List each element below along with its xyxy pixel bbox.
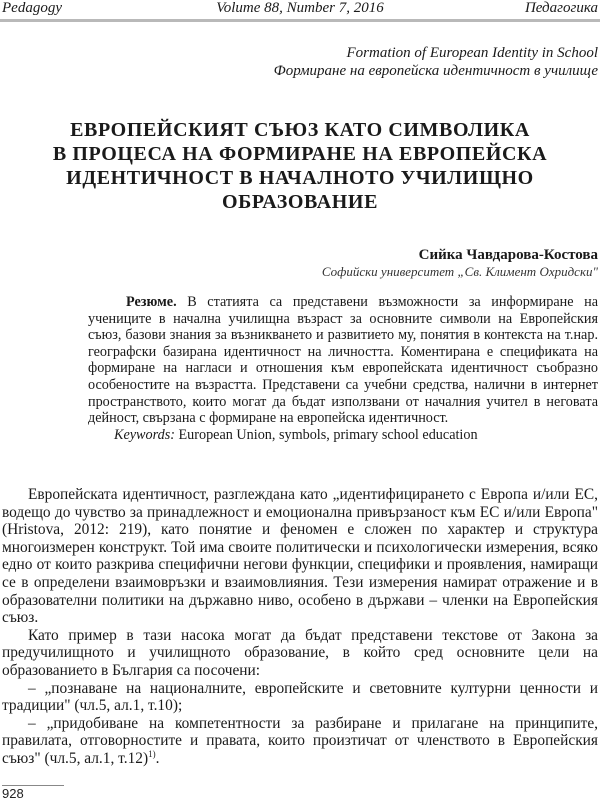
article-title bbox=[0, 118, 600, 214]
series-title bbox=[274, 44, 598, 80]
running-header bbox=[0, 0, 600, 18]
article-body bbox=[2, 486, 598, 768]
series-title-bg: Формиране на европейска идентичност в училище bbox=[273, 63, 598, 79]
body-paragraph: Като пример в тази насока могат да бъдат представени текстове от Закона за предучилищното и училищното образование, в който сред основните цели на образованието в България са посочени: bbox=[2, 626, 598, 679]
footnote-marker[interactable]: 1) bbox=[148, 748, 156, 759]
title-line: В ПРОЦЕСА НА ФОРМИРАНЕ НА ЕВРОПЕЙСКА bbox=[52, 143, 548, 165]
body-paragraph: – „познаване на националните, европейските и световните културни ценности и традиции" (чл.5, ал.1, т.10); bbox=[2, 679, 598, 715]
keywords-line bbox=[88, 427, 598, 444]
abstract-text: В статията са представени възможности за информиране на учениците в начална училищна възраст за основните символи на Европейския съюз, базови знания за възникването и развитието му, понятия в контекста на т.нар. географски базирана идентичност на личността. Коментирана е спецификата на формиране на нагласи и отношения към европейската идентичност съобразно особеностите на възрастта. Представени са учебни средства, налични в интернет пространството, които могат да бъдат използвани от началния учител в неговата дейност, свързана с формиране на европейска идентичност. bbox=[88, 294, 598, 427]
series-title-en: Formation of European Identity in School bbox=[346, 45, 598, 61]
header-divider bbox=[0, 19, 600, 22]
title-line: ЕВРОПЕЙСКИЯТ СЪЮЗ КАТО СИМВОЛИКА bbox=[70, 119, 530, 141]
abstract-label: Резюме. bbox=[126, 294, 177, 310]
journal-name-bg: Педагогика bbox=[524, 0, 598, 16]
body-paragraph: Европейската идентичност, разглеждана като „идентифицирането с Европа и/или ЕС, водещо до чувство за принадлежност и емоционална привързаност към ЕС и/или Европа" (Hristova, 2012: 219), като понятие и феномен е сложен по характер и структура многоизмерен конструкт. Той има своите политически и психологически измерения, всяко едно от които разкрива специфични негови функции, специфики и проявления, намиращи се в определени взаимовръзки и взаимовлияния. Тези измерения намират отражение и в образователни политики на държавно ниво, особено в държави – членки на Европейския съюз. bbox=[2, 486, 598, 627]
keywords-label: Keywords: bbox=[114, 426, 175, 443]
title-line: ИДЕНТИЧНОСТ В НАЧАЛНОТО УЧИЛИЩНО bbox=[66, 167, 534, 189]
body-paragraph bbox=[2, 715, 598, 768]
journal-name-en: Pedagogy bbox=[2, 0, 62, 16]
abstract bbox=[88, 294, 598, 443]
abstract-paragraph bbox=[88, 294, 598, 427]
volume-issue: Volume 88, Number 7, 2016 bbox=[216, 0, 384, 16]
keywords-text: European Union, symbols, primary school education bbox=[178, 426, 478, 443]
paragraph-end: . bbox=[155, 749, 160, 767]
author-block bbox=[322, 247, 598, 279]
author-affiliation: Софийски университет „Св. Климент Охридски" bbox=[321, 264, 598, 279]
page-number: 928 bbox=[2, 786, 24, 801]
body-paragraph-text: – „придобиване на компетентности за разбиране и прилагане на принципите, правилата, отговорностите и правата, които произтичат от членството в Европейския съюз" (чл.5, ал.1, т.12) bbox=[2, 714, 598, 767]
title-line: ОБРАЗОВАНИЕ bbox=[221, 191, 379, 213]
author-name: Сийка Чавдарова-Костова bbox=[418, 247, 598, 263]
